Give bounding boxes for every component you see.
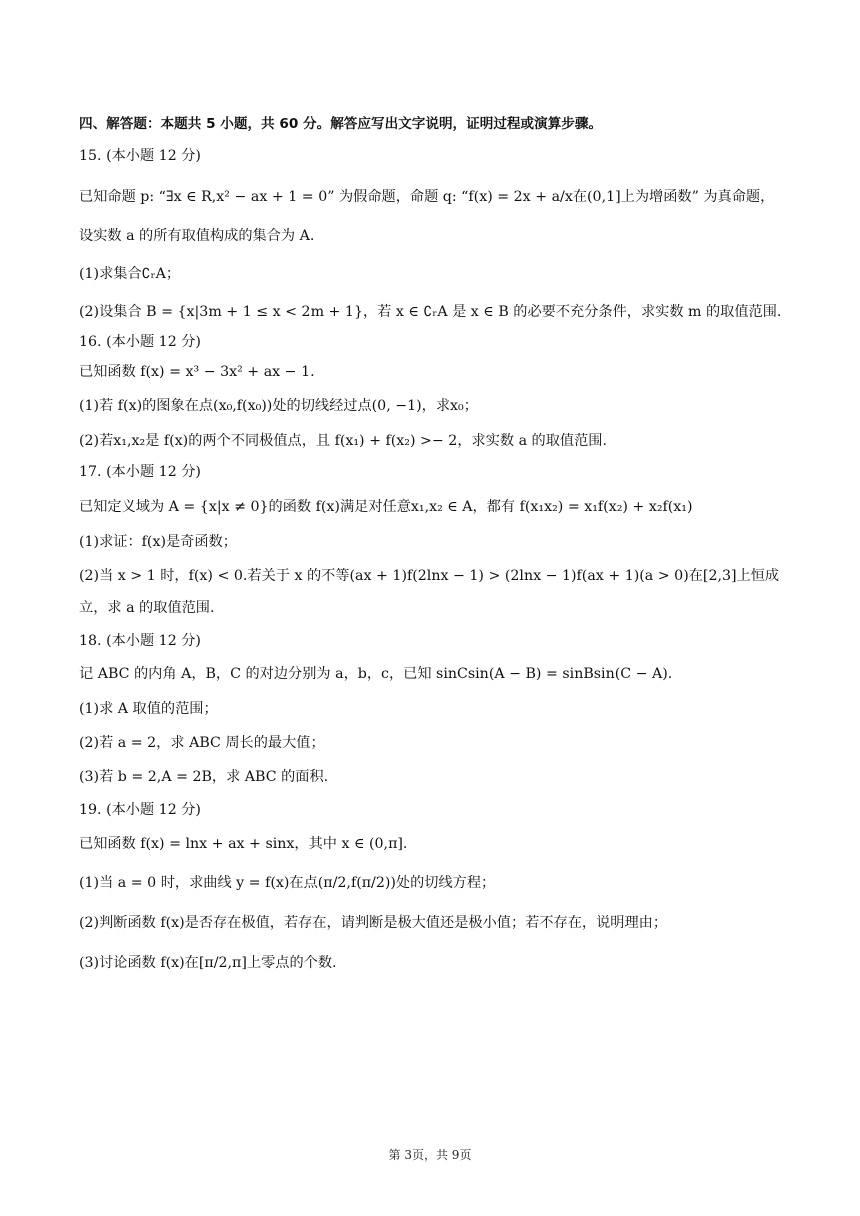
document-line: (3)讨论函数 f(x)在[π/2,π]上零点的个数.: [79, 955, 337, 971]
document-line: 16. (本小题 12 分): [79, 334, 201, 350]
document-line: 设实数 a 的所有取值构成的集合为 A.: [79, 228, 315, 244]
document-line: 立，求 a 的取值范围.: [79, 600, 215, 616]
document-line: 记 ABC 的内角 A，B，C 的对边分别为 a，b，c，已知 sinCsin(A − B) = sinBsin(C − A).: [79, 666, 673, 682]
document-line: (1)求 A 取值的范围；: [79, 701, 218, 717]
document-line: (1)若 f(x)的图象在点(x₀,f(x₀))处的切线经过点(0, −1)，求x₀；: [79, 398, 478, 414]
document-line: 15. (本小题 12 分): [79, 148, 201, 164]
document-line: 已知定义域为 A = {x|x ≠ 0}的函数 f(x)满足对任意x₁,x₂ ∈ A，都有 f(x₁x₂) = x₁f(x₂) + x₂f(x₁): [79, 499, 693, 515]
document-line: (2)设集合 B = {x|3m + 1 ≤ x < 2m + 1}，若 x ∈ ∁ᵣA 是 x ∈ B 的必要不充分条件，求实数 m 的取值范围.: [79, 304, 782, 320]
document-line: (3)若 b = 2,A = 2B，求 ABC 的面积.: [79, 769, 329, 785]
document-line: 已知函数 f(x) = lnx + ax + sinx，其中 x ∈ (0,π].: [79, 836, 408, 852]
document-line: (2)判断函数 f(x)是否存在极值，若存在，请判断是极大值还是极小值；若不存在，说明理由；: [79, 915, 668, 931]
section-heading: 四、解答题：本题共 5 小题，共 60 分。解答应写出文字说明，证明过程或演算步骤。: [79, 116, 603, 132]
document-line: 19. (本小题 12 分): [79, 802, 201, 818]
document-line: (2)若x₁,x₂是 f(x)的两个不同极值点，且 f(x₁) + f(x₂) >− 2，求实数 a 的取值范围.: [79, 433, 608, 449]
document-line: (1)求集合∁ᵣA；: [79, 266, 181, 282]
document-line: (2)当 x > 1 时，f(x) < 0.若关于 x 的不等(ax + 1)f(2lnx − 1) > (2lnx − 1)f(ax + 1)(a > 0)在[2,3]上恒成: [79, 568, 780, 584]
document-line: 已知函数 f(x) = x³ − 3x² + ax − 1.: [79, 364, 315, 380]
document-line: 17. (本小题 12 分): [79, 464, 201, 480]
document-line: 已知命题 p: “∃x ∈ R,x² − ax + 1 = 0” 为假命题，命题 q: “f(x) = 2x + a/x在(0,1]上为增函数” 为真命题，: [79, 189, 775, 205]
document-line: (1)求证：f(x)是奇函数；: [79, 534, 237, 550]
document-line: (1)当 a = 0 时，求曲线 y = f(x)在点(π/2,f(π/2))处的切线方程；: [79, 875, 496, 891]
document-line: 18. (本小题 12 分): [79, 633, 201, 649]
page-footer: 第 3页，共 9页: [388, 1148, 472, 1162]
document-line: (2)若 a = 2，求 ABC 周长的最大值；: [79, 735, 325, 751]
